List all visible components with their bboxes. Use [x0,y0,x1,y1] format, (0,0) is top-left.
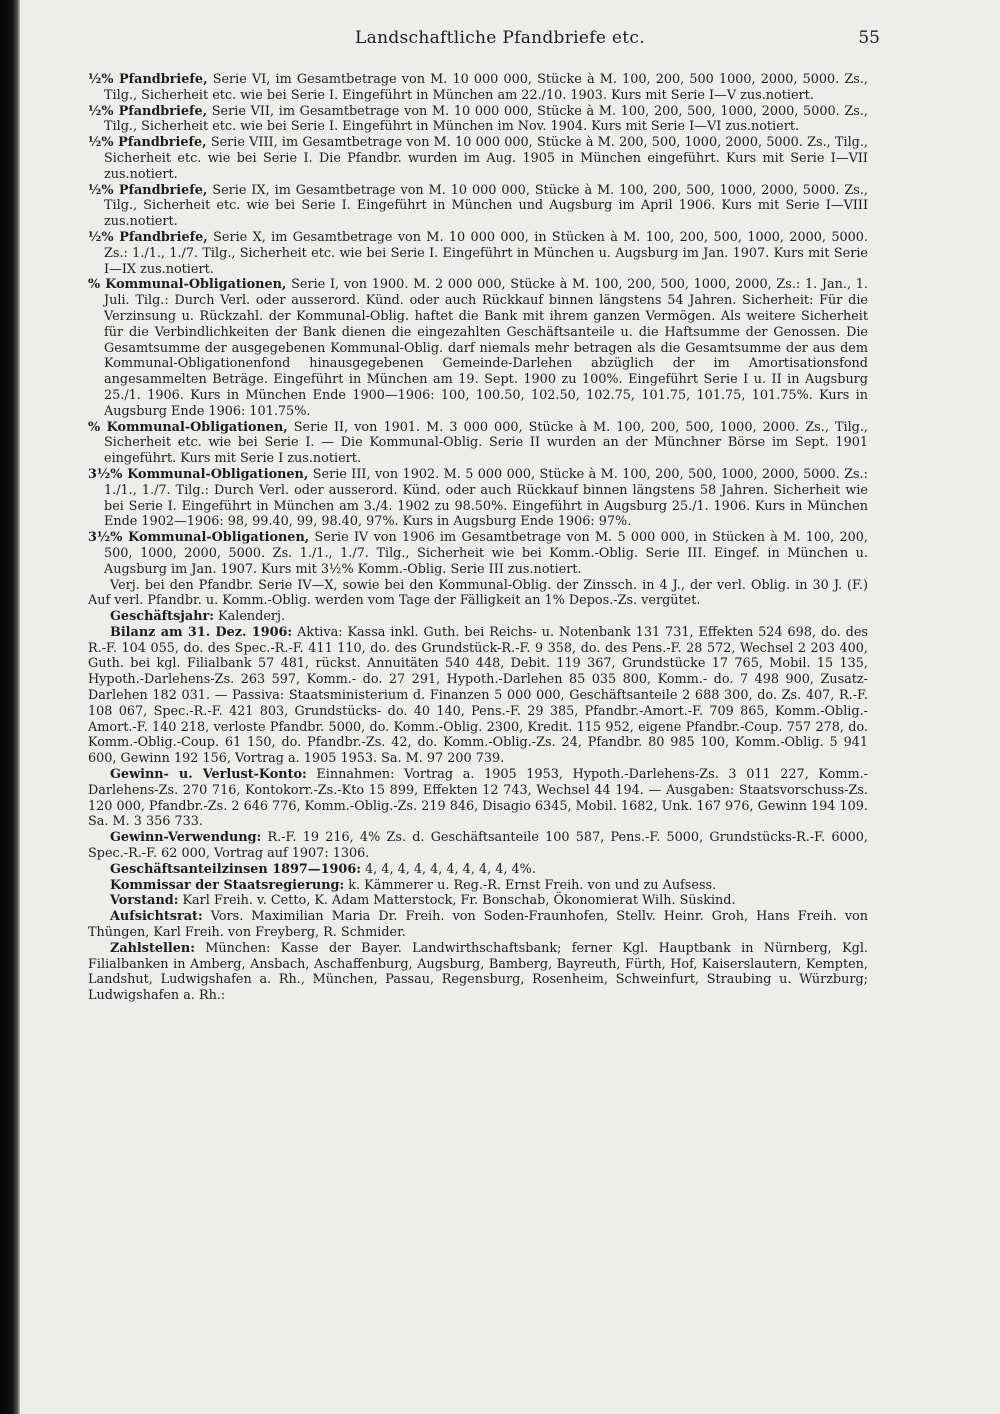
paragraph-text: R.-F. 19 216, 4% Zs. d. Geschäftsanteile 100 587, Pens.-F. 5000, Grundstücks-R.-F. 6000, Spec.-R.-F. 62 000, Vortrag auf 1907: 1306. [88,830,868,862]
entry-heading: ½% Pfandbriefe, [88,182,208,198]
entry-kommunal-obligationen-serie-iii [88,467,868,530]
entry-heading: 3½% Kommunal-Obligationen, [88,466,309,482]
entry-kommunal-obligationen-serie-i [88,277,868,419]
paragraph-heading: Kommissar der Staatsregierung: [110,877,345,893]
entry-text: Serie III, von 1902. M. 5 000 000, Stücke à M. 100, 200, 500, 1000, 2000, 5000. Zs.: 1./1., 1./7. Tilg.: Durch Verl. oder ausserord. Künd. oder auch Rückkauf binnen längstens 58 Jahren. Sicherheit wie bei Serie I. Eingeführt in München am 3./4. 1902 zu 98.50%. Eingeführt in Augsburg 25./1. 1906. Kurs in München Ende 1902—1906: 98, 99.40, 99, 98.40, 97%. Kurs in Augsburg Ende 1906: 97%. [104,466,868,530]
paragraph-geschaeftsjahr [88,609,868,625]
paragraph-heading: Gewinn- u. Verlust-Konto: [110,767,307,783]
entry-pfandbriefe-serie-vi [88,72,868,104]
entry-pfandbriefe-serie-ix [88,183,868,230]
paragraph-verjaehrung [88,578,868,610]
paragraph-gewinn-verwendung [88,830,868,862]
paragraph-text: Einnahmen: Vortrag a. 1905 1953, Hypoth.-Darlehens-Zs. 3 011 227, Komm.-Darlehens-Zs. 270 716, Kontokorr.-Zs.-Kto 15 899, Effekten 12 743, Wechsel 44 194. — Ausgaben: Staatsvorschuss-Zs. 120 000, Pfandbr.-Zs. 2 646 776, Komm.-Oblig.-Zs. 219 846, Disagio 6345, Mobil. 1682, Unk. 167 976, Gewinn 194 109. Sa. M. 3 356 733. [88,767,868,830]
paragraph-text: München: Kasse der Bayer. Landwirthschaftsbank; ferner Kgl. Hauptbank in Nürnberg, Kgl. Filialbanken in Amberg, Ansbach, Aschaffenburg, Augsburg, Bamberg, Bayreuth, Fürth, Hof, Kaiserslautern, Kempten, Landshut, Ludwigshafen a. Rh., München, Passau, Regensburg, Rosenheim, Schweinfurt, Straubing u. Würzburg; Ludwigshafen a. Rh.: [88,940,868,1004]
entry-text: Serie VII, im Gesamtbetrage von M. 10 000 000, Stücke à M. 100, 200, 500, 1000, 2000, 5000. Zs., Tilg., Sicherheit etc. wie bei Serie I. Eingeführt in München im Nov. 1904. Kurs mit Serie I—VI zus.notiert. [104,103,868,135]
entry-pfandbriefe-serie-x [88,230,868,277]
paragraph-heading: Geschäftsjahr: [110,609,214,625]
entry-kommunal-obligationen-serie-iv [88,530,868,577]
entry-heading: ½% Pfandbriefe, [88,72,208,87]
entry-text: Serie VIII, im Gesamtbetrage von M. 10 000 000, Stücke à M. 200, 500, 1000, 2000, 5000. Zs., Tilg., Sicherheit etc. wie bei Serie I. Die Pfandbr. wurden im Aug. 1905 in München eingeführt. Kurs mit Serie I—VII zus.notiert. [104,135,868,182]
page-header [0,28,1000,58]
entry-heading: ½% Pfandbriefe, [88,135,207,151]
paragraph-text: k. Kämmerer u. Reg.-R. Ernst Freih. von und zu Aufsess. [344,877,717,893]
paragraph-text: Verj. bei den Pfandbr. Serie IV—X, sowie bei den Kommunal-Oblig. der Zinssch. in 4 J., der verl. Oblig. in 30 J. (F.) Auf verl. Pfandbr. u. Komm.-Oblig. werden vom Tage der Fälligkeit an 1% Depos.-Zs. vergütet. [88,577,868,609]
paragraph-heading: Gewinn-Verwendung: [110,830,262,846]
paragraph-bilanz [88,625,868,767]
paragraph-heading: Bilanz am 31. Dez. 1906: [110,624,293,640]
entry-heading: % Kommunal-Obligationen, [88,277,287,293]
entry-text: Serie IX, im Gesamtbetrage von M. 10 000 000, Stücke à M. 100, 200, 500, 1000, 2000, 5000. Zs., Tilg., Sicherheit etc. wie bei Serie I. Eingeführt in München und Augsburg im April 1906. Kurs mit Serie I—VIII zus.notiert. [104,182,869,230]
paragraph-zahlstellen [88,941,868,1004]
paragraph-text: Kalenderj. [213,609,286,625]
running-title: Landschaftliche Pfandbriefe etc. [355,28,645,48]
paragraph-vorstand [88,893,868,909]
entry-text: Serie VI, im Gesamtbetrage von M. 10 000 000, Stücke à M. 100, 200, 500 1000, 2000, 5000. Zs., Tilg., Sicherheit etc. wie bei Serie I. Eingeführt in München am 22./10. 1903. Kurs mit Serie I—V zus.notiert. [104,72,868,103]
entry-heading: 3½% Kommunal-Obligationen, [88,530,310,546]
entry-text: Serie IV von 1906 im Gesamtbetrage von M. 5 000 000, in Stücken à M. 100, 200, 500, 1000, 2000, 5000. Zs. 1./1., 1./7. Tilg., Sicherheit wie bei Komm.-Oblig. Serie III. Eingef. in München u. Augsburg im Jan. 1907. Kurs mit 3½% Komm.-Oblig. Serie III zus.notiert. [104,530,868,577]
entry-pfandbriefe-serie-vii [88,104,868,136]
book-binding-edge [0,0,20,1414]
entry-kommunal-obligationen-serie-ii [88,420,868,467]
entry-text: Serie I, von 1900. M. 2 000 000, Stücke à M. 100, 200, 500, 1000, 2000, Zs.: 1. Jan., 1. Juli. Tilg.: Durch Verl. oder ausserord. Künd. oder auch Rückkauf binnen längstens 54 Jahren. Sicherheit: Für die Verzinsung u. Rückzahl. der Kommunal-Oblig. haftet die Bank mit ihrem ganzen Vermögen. Als weitere Sicherheit für die Verbindlichkeiten der Bank dienen die eingezahlten Geschäftsanteile u. die Haftsumme der Genossen. Die Gesamtsumme der ausgegebenen Kommunal-Oblig. darf niemals mehr betragen als die Gesamtsumme der aus dem Kommunal-Obligationenfond hinausgegebenen Gemeinde-Darlehen abzüglich der im Amortisationsfond angesammelten Beträge. Eingeführt in München am 19. Sept. 1900 zu 100%. Eingeführt Serie I u. II in Augsburg 25./1. 1906. Kurs in München Ende 1900—1906: 100, 100.50, 102.50, 102.75, 101.75, 101.75, 101.75%. Kurs in Augsburg Ende 1906: 101.75%. [104,277,868,419]
paragraph-text: Karl Freih. v. Cetto, K. Adam Matterstock, Fr. Bonschab, Ökonomierat Wilh. Süskind. [178,893,736,909]
page-number: 55 [858,28,880,48]
entry-pfandbriefe-serie-viii [88,135,868,182]
paragraph-heading: Zahlstellen: [110,940,195,956]
paragraph-heading: Geschäftsanteilzinsen 1897—1906: [110,861,361,877]
paragraph-text: Aktiva: Kassa inkl. Guth. bei Reichs- u. Notenbank 131 731, Effekten 524 698, do. des R.-F. 104 055, do. des Spec.-R.-F. 411 110, do. des Grundstück-R.-F. 9 358, do. des Pens.-F. 28 572, Wechsel 2 203 400, Guth. bei kgl. Filialbank 57 481, rückst. Annuitäten 540 448, Debit. 119 367, Grundstücke 17 765, Mobil. 15 135, Hypoth.-Darlehens-Zs. 263 597, Komm.- do. 27 291, Hypoth.-Darlehen 85 035 800, Komm.- do. 7 498 900, Zusatz-Darlehen 182 031. — Passiva: Staatsministerium d. Finanzen 5 000 000, Geschäftsanteile 2 688 300, do. Zs. 407, R.-F. 108 067, Spec.-R.-F. 421 803, Grundstücks- do. 40 140, Pens.-F. 29 385, Pfandbr.-Amort.-F. 709 865, Komm.-Oblig.-Amort.-F. 140 218, verloste Pfandbr. 5000, do. Komm.-Oblig. 2300, Kredit. 115 952, eigene Pfandbr.-Coup. 757 278, do. Komm.-Oblig.-Coup. 61 150, do. Pfandbr.-Zs. 42, do. Komm.-Oblig.-Zs. 24, Pfandbr. 80 985 100, Komm.-Oblig. 5 941 600, Gewinn 192 156, Vortrag a. 1905 1953. Sa. M. 97 200 739. [88,624,868,767]
entry-heading: ½% Pfandbriefe, [88,229,208,245]
paragraph-heading: Aufsichtsrat: [110,909,203,925]
paragraph-gewinn-verlust-konto [88,767,868,830]
entry-heading: % Kommunal-Obligationen, [88,419,288,435]
page-body [88,72,868,1004]
entry-text: Serie II, von 1901. M. 3 000 000, Stücke à M. 100, 200, 500, 1000, 2000. Zs., Tilg., Sicherheit etc. wie bei Serie I. — Die Kommunal-Oblig. Serie II wurden an der Münchner Börse im Sept. 1901 eingeführt. Kurs mit Serie I zus.notiert. [104,419,868,467]
paragraph-text: 4, 4, 4, 4, 4, 4, 4, 4, 4, 4%. [360,861,536,877]
entry-heading: ½% Pfandbriefe, [88,103,208,119]
paragraph-aufsichtsrat [88,909,868,941]
paragraph-heading: Vorstand: [110,893,179,909]
entry-text: Serie X, im Gesamtbetrage von M. 10 000 000, in Stücken à M. 100, 200, 500, 1000, 2000, 5000. Zs.: 1./1., 1./7. Tilg., Sicherheit etc. wie bei Serie I. Eingeführt in München u. Augsburg im Jan. 1907. Kurs mit Serie I—IX zus.notiert. [104,229,868,277]
paragraph-kommissar [88,878,868,894]
paragraph-text: Vors. Maximilian Maria Dr. Freih. von Soden-Fraunhofen, Stellv. Heinr. Groh, Hans Freih. von Thüngen, Karl Freih. von Freyberg, R. Schmider. [88,909,868,941]
paragraph-geschaeftsanteilzinsen [88,862,868,878]
